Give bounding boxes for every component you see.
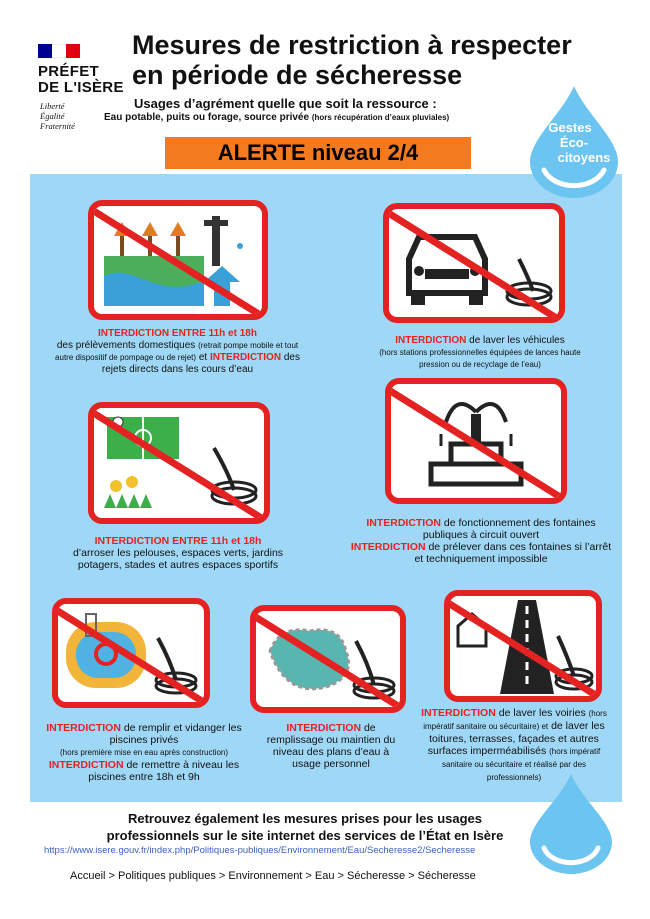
sign-private-pool: [52, 598, 210, 708]
m7-small2: (hors impératif sanitaire ou sécuritaire et réalisé par des professionnels): [441, 747, 601, 782]
footer-line1: Retrouvez également les mesures prises pour les usages: [127, 811, 483, 826]
m1-red1: INTERDICTION ENTRE 11h et 18h: [98, 328, 257, 339]
breadcrumb: Accueil > Politiques publiques > Environnement > Eau > Sécheresse > Sécheresse: [70, 870, 476, 882]
m1-text1: des prélèvements domestiques: [56, 340, 196, 351]
m7-text1: de laver les voiries: [498, 707, 586, 719]
page-title: [132, 30, 612, 90]
m2-red1: INTERDICTION: [395, 335, 467, 346]
m3-text1: d’arroser les pelouses, espaces verts, jardins potagers, stades et autres espaces sportifs: [72, 547, 284, 571]
m5-small1: (hors première mise en eau après construction): [59, 748, 229, 757]
subtitle: Usages d’agrément quelle que soit la ressource :: [134, 96, 437, 111]
m1-red2: INTERDICTION: [209, 352, 282, 363]
m3-red1: INTERDICTION ENTRE 11h et 18h: [94, 535, 262, 547]
alert-level-banner: ALERTE niveau 2/4: [165, 137, 471, 169]
caption-lawn-watering: [62, 535, 294, 571]
subtitle-resources: [104, 112, 449, 123]
subtitle-resources-text: Eau potable, puits ou forage, source privée: [104, 112, 310, 123]
sign-vehicle-washing: [383, 203, 565, 323]
m7-text2: de laver les toitures, terrasses, façades et autres surfaces imperméabilisés: [427, 720, 605, 757]
motto-liberte: Liberté: [40, 101, 65, 111]
m4-red1: INTERDICTION: [366, 517, 441, 529]
caption-private-pool: [38, 722, 250, 783]
prefecture-logo-title: [38, 64, 124, 96]
m4-text2: de prélever dans ces fontaines si l’arrêt et techniquement impossible: [414, 541, 612, 565]
logo-motto: [40, 101, 75, 131]
eco-line1: Gestes: [548, 120, 592, 135]
eco-line3: citoyens: [557, 150, 611, 165]
title-line2: en période de sécheresse: [132, 60, 463, 90]
sign-road-washing: [444, 590, 602, 702]
caption-vehicle-washing: [365, 335, 595, 371]
m5-text2: de remettre à niveau les piscines entre 18h et 9h: [88, 759, 240, 783]
footer-line2: professionnels sur le site internet des services de l’État en Isère: [106, 828, 504, 843]
logo-line2: DE L'ISÈRE: [38, 79, 124, 96]
m1-text2: et: [198, 352, 208, 363]
m1-small1: (retrait pompe mobile et tout autre dispositif de pompage ou de rejet): [55, 341, 299, 362]
m4-text1: de fonctionnement des fontaines publiques à circuit ouvert: [422, 517, 596, 541]
caption-private-pond: [258, 722, 404, 770]
sign-lawn-watering: [88, 402, 270, 524]
m5-text1: de remplir et vidanger les piscines privés: [109, 722, 242, 746]
title-line1: Mesures de restriction à respecter: [132, 30, 572, 60]
m6-red1: INTERDICTION: [286, 722, 362, 734]
footer-message: [40, 810, 570, 844]
logo-line1: PRÉFET: [38, 63, 99, 80]
m5-red2: INTERDICTION: [48, 759, 124, 771]
eco-gestures-badge: [536, 120, 616, 165]
m7-red1: INTERDICTION: [421, 707, 496, 719]
motto-fraternite: Fraternité: [40, 121, 75, 131]
footer-url-link[interactable]: https://www.isere.gouv.fr/index.php/Politiques-publiques/Environnement/Eau/Secheresse2/Secheresse: [44, 845, 476, 856]
caption-fountain: [350, 517, 612, 565]
m1-text3: des rejets directs dans les cours d’eau: [101, 352, 300, 375]
subtitle-resources-note: (hors récupération d’eaux pluviales): [311, 113, 450, 122]
m4-red2: INTERDICTION: [350, 541, 426, 553]
m7-small1: (hors impératif sanitaire ou sécuritaire) et: [423, 709, 607, 731]
m2-text1: de laver les véhicules: [469, 335, 565, 346]
m2-small1: (hors stations professionnelles équipées de lances haute pression ou de recyclage de l’eau): [379, 348, 581, 369]
sign-private-pond: [250, 605, 406, 713]
eco-line2: Éco-: [559, 135, 589, 150]
motto-egalite: Égalité: [40, 111, 65, 121]
caption-domestic-withdrawal: [55, 328, 300, 376]
republic-flag-logo: [38, 44, 80, 58]
m6-text1: de remplissage ou maintien du niveau des plans d’eau à usage personnel: [266, 722, 396, 770]
sign-domestic-withdrawal: [88, 200, 268, 320]
sign-fountain: [385, 378, 567, 504]
m5-red1: INTERDICTION: [46, 722, 121, 734]
